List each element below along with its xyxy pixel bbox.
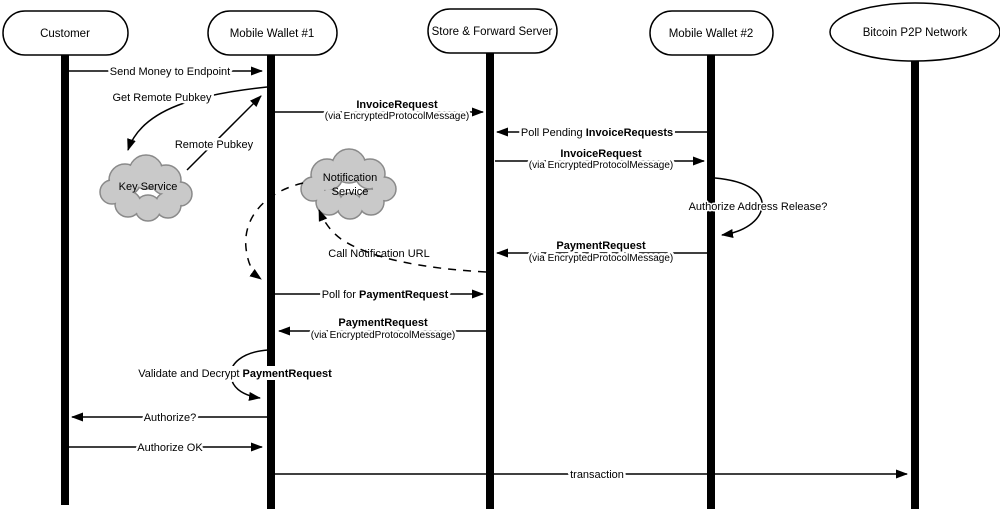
actor-store-forward-server [428, 9, 557, 53]
label-validate-bold: PaymentRequest [242, 368, 332, 380]
label-payment-request-1-via: (via EncryptedProtocolMessage) [528, 253, 674, 264]
lifelines [61, 53, 919, 509]
cloud-notification-service-label-2: Service [331, 186, 369, 198]
label-poll-for-bold: PaymentRequest [359, 289, 449, 301]
actor-customer [3, 11, 128, 55]
lifeline-mobile-wallet-2 [707, 55, 715, 509]
label-call-notification-url: Call Notification URL [328, 248, 430, 260]
arrow-remote-pubkey [187, 96, 261, 170]
label-get-remote-pubkey: Get Remote Pubkey [112, 92, 212, 104]
cloud-notification-service [301, 149, 396, 219]
label-poll-pending-bold: InvoiceRequests [585, 127, 674, 139]
label-poll-pending [521, 127, 673, 139]
lifeline-store-forward-server [486, 53, 494, 509]
label-poll-for-prefix: Poll for [321, 289, 360, 301]
lifeline-customer [61, 55, 69, 505]
label-payment-request-2: PaymentRequest [338, 317, 428, 329]
actor-mobile-wallet-1-label: Mobile Wallet #1 [229, 28, 315, 40]
actor-mobile-wallet-2 [650, 11, 773, 55]
label-invoice-request-1: InvoiceRequest [356, 99, 438, 111]
label-authorize-q: Authorize? [143, 412, 197, 424]
label-transaction: transaction [570, 469, 624, 481]
label-invoice-request-1-via: (via EncryptedProtocolMessage) [324, 111, 470, 122]
cloud-key-service [100, 155, 192, 221]
actor-mobile-wallet-1 [208, 11, 337, 55]
label-invoice-request-2-via: (via EncryptedProtocolMessage) [528, 160, 674, 171]
actor-customer-label: Customer [40, 28, 90, 40]
actor-heads [3, 3, 1000, 61]
actor-bitcoin-p2p [830, 3, 1000, 61]
label-invoice-request-2: InvoiceRequest [560, 148, 642, 160]
label-authorize-address-release: Authorize Address Release? [688, 201, 828, 213]
label-payment-request-1: PaymentRequest [556, 240, 646, 252]
label-validate-prefix: Validate and Decrypt [138, 368, 243, 380]
cloud-notification-service-label-1: Notification [322, 172, 378, 184]
cloud-notification-service-fill [302, 150, 395, 218]
actor-store-forward-server-label: Store & Forward Server [431, 26, 553, 38]
label-payment-request-2-via: (via EncryptedProtocolMessage) [310, 330, 456, 341]
actor-bitcoin-p2p-label: Bitcoin P2P Network [862, 27, 968, 39]
label-remote-pubkey: Remote Pubkey [174, 139, 254, 151]
label-poll-for-payment-request [322, 289, 449, 301]
arrow-call-notification-url [319, 210, 486, 272]
lifeline-mobile-wallet-1 [267, 55, 275, 509]
actor-mobile-wallet-2-label: Mobile Wallet #2 [668, 28, 754, 40]
label-validate-decrypt [138, 368, 332, 380]
label-authorize-ok: Authorize OK [137, 442, 203, 454]
label-send-money: Send Money to Endpoint [109, 66, 231, 78]
label-poll-pending-prefix: Poll Pending [520, 127, 586, 139]
lifeline-bitcoin-p2p [911, 61, 919, 509]
cloud-key-service-label: Key Service [118, 181, 178, 193]
